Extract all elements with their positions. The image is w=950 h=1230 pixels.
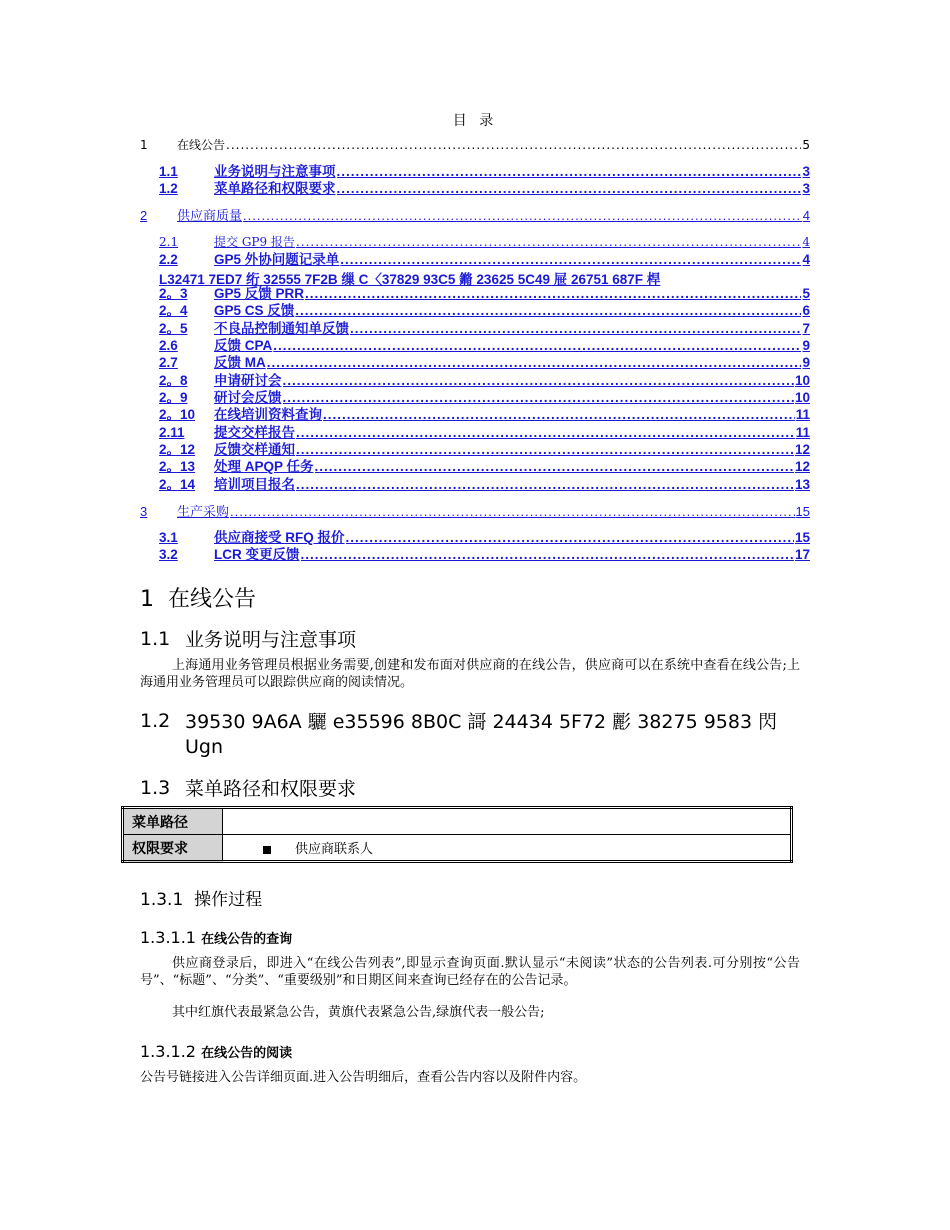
toc-entry[interactable]: 2.7 反馈 MA ..... 9 [159, 354, 810, 372]
permission-value: 供应商联系人 [295, 842, 374, 857]
table-row [123, 808, 792, 835]
menu-path-value [223, 808, 792, 835]
toc-entry[interactable]: 2。5 不良品控制通知单反馈 ..... 7 [159, 320, 810, 338]
toc-entry[interactable]: 1.1 业务说明与注意事项 ..... 3 [159, 163, 810, 181]
heading-section-1-3: 1.3 菜单路径和权限要求 [140, 777, 357, 800]
toc-entry[interactable]: 2.1 提交 GP9 报告 ..... 4 [159, 233, 810, 251]
toc-entry[interactable]: 2。13 处理 APQP 任务 ..... 12 [159, 458, 810, 476]
permission-table [121, 806, 793, 863]
toc-entry[interactable]: 2。10 在线培训资料查询 ..... 11 [159, 406, 810, 424]
toc-entry[interactable]: 2.11 提交交样报告 ..... 11 [159, 424, 810, 442]
toc-garbled-line[interactable]: L32471 7ED7 绗 32555 7F2B 缫 C〈37829 93C5 鏅 23625 5C49 屉 26751 687F 桿 [159, 272, 661, 287]
table-row [123, 835, 792, 862]
heading-section-1-2: 1.2 39530 9A6A 驪 e35596 8B0C 謌 24434 5F72 彲 38275 9583 閃 Ugn [140, 710, 778, 758]
toc-entry[interactable]: 2。14 培训项目报名 ..... 13 [159, 476, 810, 494]
toc-entry[interactable]: 2。4 GP5 CS 反馈 ..... 6 [159, 302, 810, 320]
toc-entry[interactable]: 2。9 研讨会反馈 ..... 10 [159, 389, 810, 407]
bullet-icon [263, 846, 271, 854]
toc-entry[interactable]: 3.1 供应商接受 RFQ 报价 ..... 15 [159, 529, 810, 547]
permission-value-cell [223, 835, 792, 862]
toc-heading: 目 录 [452, 113, 498, 129]
toc-entry[interactable]: 2。3 GP5 反馈 PRR ..... 5 [159, 285, 810, 303]
heading-section-1-3-1: 1.3.1 操作过程 [140, 890, 263, 910]
toc-entry[interactable]: 2.2 GP5 外协问题记录单 ..... 4 [159, 251, 810, 269]
toc-entry[interactable]: 2.6 反馈 CPA ..... 9 [159, 337, 810, 355]
toc-entry[interactable]: 2 供应商质量 ..... 4 [140, 207, 810, 225]
menu-path-label: 菜单路径 [123, 808, 223, 835]
heading-section-1-3-1-2: 1.3.1.2 在线公告的阅读 [140, 1042, 293, 1061]
paragraph-business-description: 上海通用业务管理员根据业务需要,创建和发布面对供应商的在线公告，供应商可以在系统中查看在线公告;上海通用业务管理员可以跟踪供应商的阅读情况。 [140, 658, 800, 690]
heading-section-1-1: 1.1 业务说明与注意事项 [140, 628, 357, 651]
toc-entry[interactable]: 3.2 LCR 变更反馈 ..... 17 [159, 546, 810, 564]
toc-entry[interactable]: 1.2 菜单路径和权限要求 ..... 3 [159, 180, 810, 198]
permission-label: 权限要求 [123, 835, 223, 862]
toc-entry[interactable]: 2。12 反馈交样通知 ..... 12 [159, 441, 810, 459]
heading-section-1: 1 在线公告 [140, 587, 257, 612]
toc-entry[interactable]: 3 生产采购 ..... 15 [140, 503, 810, 521]
heading-section-1-3-1-1: 1.3.1.1 在线公告的查询 [140, 928, 293, 947]
toc-entry[interactable]: 2。8 申请研讨会 ..... 10 [159, 372, 810, 390]
paragraph-query: 供应商登录后，即进入“在线公告列表”,即显示查询页面.默认显示“未阅读”状态的公告列表.可分别按“公告号”、“标题”、“分类”、“重要级别”和日期区间来查询已经存在的公告记录。 [140, 956, 800, 988]
paragraph-flags: 其中红旗代表最紧急公告，黄旗代表紧急公告,绿旗代表一般公告; [172, 1005, 545, 1020]
paragraph-read: 公告号链接进入公告详细页面.进入公告明细后，查看公告内容以及附件内容。 [140, 1070, 587, 1085]
toc-entry[interactable]: 1 在线公告 ..... 5 [140, 136, 810, 154]
